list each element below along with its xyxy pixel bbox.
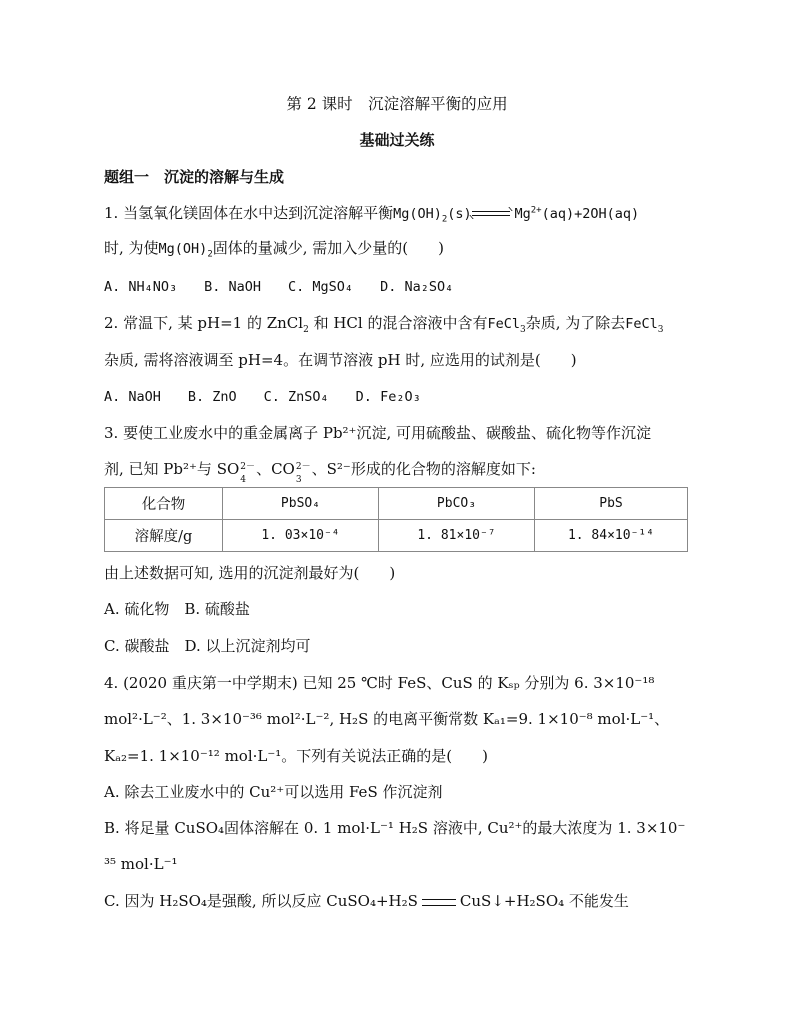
- question-1-line-1: [104, 203, 639, 224]
- q1-eq-right: $Mg^{2+}(aq)+2OH(aq)$: [514, 205, 640, 222]
- reaction-equals-icon: [422, 899, 456, 906]
- table-cell: 1. 81×10⁻⁷: [379, 520, 535, 552]
- question-1-options: A. NH₄NO₃ B. NaOH C. MgSO₄ D. Na₂SO₄: [104, 279, 454, 295]
- table-header-cell: 化合物: [105, 488, 223, 520]
- question-3-line-2: 剂, 已知 Pb²⁺与 SO 2－ 4 、CO 2－ 3 、S²⁻形成的化合物的溶解度如下:: [104, 460, 536, 485]
- table-header-cell: PbSO₄: [223, 488, 379, 520]
- q1-eq-left: $Mg(OH)_2(s)$: [393, 206, 472, 225]
- group-title: 题组一 沉淀的溶解与生成: [104, 168, 285, 186]
- table-header-cell: PbS: [535, 488, 688, 520]
- section-subtitle: 基础过关练: [359, 131, 435, 149]
- question-4-option-c: C. 因为 H₂SO₄是强酸, 所以反应 CuSO₄+H₂S CuS↓+H₂SO₄ 不能发生: [104, 892, 629, 910]
- table-header-row: [105, 488, 688, 520]
- question-4-option-b-2: ³⁵ mol·L⁻¹: [104, 855, 178, 873]
- question-2-options: A. NaOH B. ZnO C. ZnSO₄ D. Fe₂O₃: [104, 389, 421, 405]
- question-4-line-1: 4. (2020 重庆第一中学期末) 已知 25 ℃时 FeS、CuS 的 Kₛₚ 分别为 6. 3×10⁻¹⁸: [104, 674, 655, 692]
- question-2-line-1: 2. 常温下, 某 pH=1 的 ZnCl$_2$ 和 HCl 的混合溶液中含有FeCl$_3$杂质, 为了除去FeCl$_3$: [104, 314, 664, 335]
- q1-text: 1. 当氢氧化镁固体在水中达到沉淀溶解平衡: [104, 204, 394, 222]
- question-4-line-3: Kₐ₂=1. 1×10⁻¹² mol·L⁻¹。下列有关说法正确的是( ): [104, 747, 488, 765]
- question-3-line-1: 3. 要使工业废水中的重金属离子 Pb²⁺沉淀, 可用硫酸盐、碳酸盐、硫化物等作沉淀: [104, 424, 652, 442]
- question-2-line-2: 杂质, 需将溶液调至 pH=4。在调节溶液 pH 时, 应选用的试剂是( ): [104, 351, 577, 369]
- q1-formula: $Mg(OH)_2$: [158, 241, 213, 260]
- lesson-title: 第 2 课时 沉淀溶解平衡的应用: [286, 95, 508, 113]
- question-4-line-2: mol²·L⁻²、1. 3×10⁻³⁶ mol²·L⁻², H₂S 的电离平衡常数 Kₐ₁=9. 1×10⁻⁸ mol·L⁻¹、: [104, 710, 670, 728]
- carbonate-charge: 2－ 3: [295, 462, 311, 485]
- table-cell: 1. 03×10⁻⁴: [223, 520, 379, 552]
- question-4-option-a: A. 除去工业废水中的 Cu²⁺可以选用 FeS 作沉淀剂: [104, 783, 443, 801]
- table-row: [105, 520, 688, 552]
- equilibrium-arrow-icon: [472, 209, 510, 219]
- question-3-prompt: 由上述数据可知, 选用的沉淀剂最好为( ): [104, 564, 396, 582]
- table-header-cell: PbCO₃: [379, 488, 535, 520]
- question-3-options-cd: C. 碳酸盐 D. 以上沉淀剂均可: [104, 637, 311, 655]
- solubility-table: [104, 487, 688, 552]
- question-1-line-2: 时, 为使$Mg(OH)_2$固体的量减少, 需加入少量的( ): [104, 239, 444, 260]
- question-3-options-ab: A. 硫化物 B. 硫酸盐: [104, 600, 250, 618]
- sulfate-charge: 2－ 4: [240, 462, 256, 485]
- table-cell: 溶解度/g: [105, 520, 223, 552]
- table-cell: 1. 84×10⁻¹⁴: [535, 520, 688, 552]
- question-4-option-b-1: B. 将足量 CuSO₄固体溶解在 0. 1 mol·L⁻¹ H₂S 溶液中, Cu²⁺的最大浓度为 1. 3×10⁻: [104, 819, 686, 837]
